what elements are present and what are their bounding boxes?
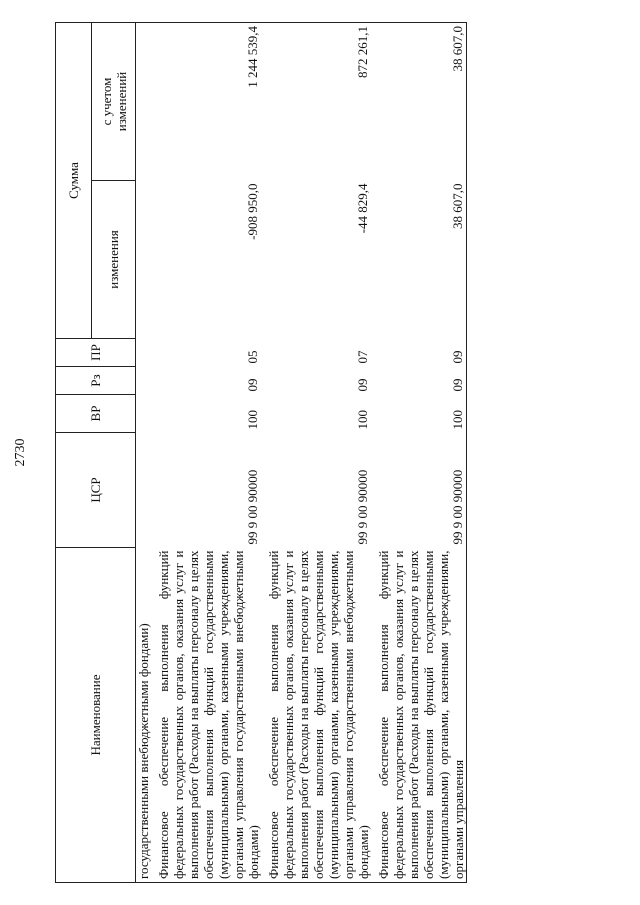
- header-vr: ВР: [56, 395, 136, 433]
- row-2-total: 872 261,1: [261, 23, 371, 181]
- row-2-name: Финансовое обеспечение выполнения функций федеральных государственных органов, оказания услуг и выполнения работ (Расходы на выплаты персоналу в целях обеспечения выполнения функций государственными (муниципальными) органами, казенными учреждениями, органами управления государственными внебюджетными фондами): [261, 548, 371, 883]
- header-pr: ПР: [56, 339, 136, 367]
- row-3-change: 38 607,0: [371, 181, 467, 339]
- continuation-row: [136, 23, 152, 883]
- row-1-rz: 09: [245, 378, 260, 392]
- row-3-csr: 99 9 00 90000: [371, 433, 467, 548]
- row-1-total: 1 244 539,4: [151, 23, 261, 181]
- header-with-changes: [92, 23, 136, 181]
- row-3-vr: 100: [371, 395, 467, 433]
- table-row: [261, 23, 371, 883]
- row-3-rz: 09: [371, 367, 467, 395]
- row-3-pr: 09: [371, 339, 467, 367]
- header-sum: Сумма: [56, 23, 92, 339]
- row-2-vr: 100: [355, 410, 370, 430]
- row-1-change: -908 950,0: [245, 183, 260, 240]
- table-row: [371, 23, 467, 883]
- row-2-csr: 99 9 00 90000: [355, 469, 370, 545]
- row-2-pr: 07: [355, 350, 370, 364]
- budget-table: [55, 22, 467, 883]
- row-1-vr: 100: [245, 410, 260, 430]
- header-changes: изменения: [92, 181, 136, 339]
- row-1-name: Финансовое обеспечение выполнения функций федеральных государственных органов, оказания услуг и выполнения работ (Расходы на выплаты персоналу в целях обеспечения выполнения функций государственными (муниципальными) органами, казенными учреждениями, органами управления государственными внебюджетными фондами): [151, 548, 261, 883]
- header-csr: ЦСР: [56, 433, 136, 548]
- table-row: [151, 23, 261, 883]
- header-with-changes-line2: изменений: [113, 71, 129, 132]
- table-body: [136, 23, 467, 883]
- continuation-text: государственными внебюджетными фондами): [136, 548, 152, 883]
- row-1-csr: 99 9 00 90000: [245, 469, 260, 545]
- header-name: Наименование: [56, 548, 136, 883]
- row-3-total: 38 607,0: [371, 23, 467, 181]
- page-number: 2730: [13, 438, 28, 467]
- row-3-name: Финансовое обеспечение выполнения функций федеральных государственных органов, оказания услуг и выполнения работ (Расходы на выплаты персоналу в целях обеспечения выполнения функций государственными (муниципальными) органами, казенными учреждениями, органами управления: [371, 548, 467, 883]
- row-2-rz: 09: [355, 378, 370, 392]
- header-with-changes-line1: с учетом: [98, 77, 114, 126]
- table-header: [56, 23, 136, 883]
- row-1-pr: 05: [245, 350, 260, 364]
- header-rz: Рз: [56, 367, 136, 395]
- row-2-change: -44 829,4: [355, 183, 370, 234]
